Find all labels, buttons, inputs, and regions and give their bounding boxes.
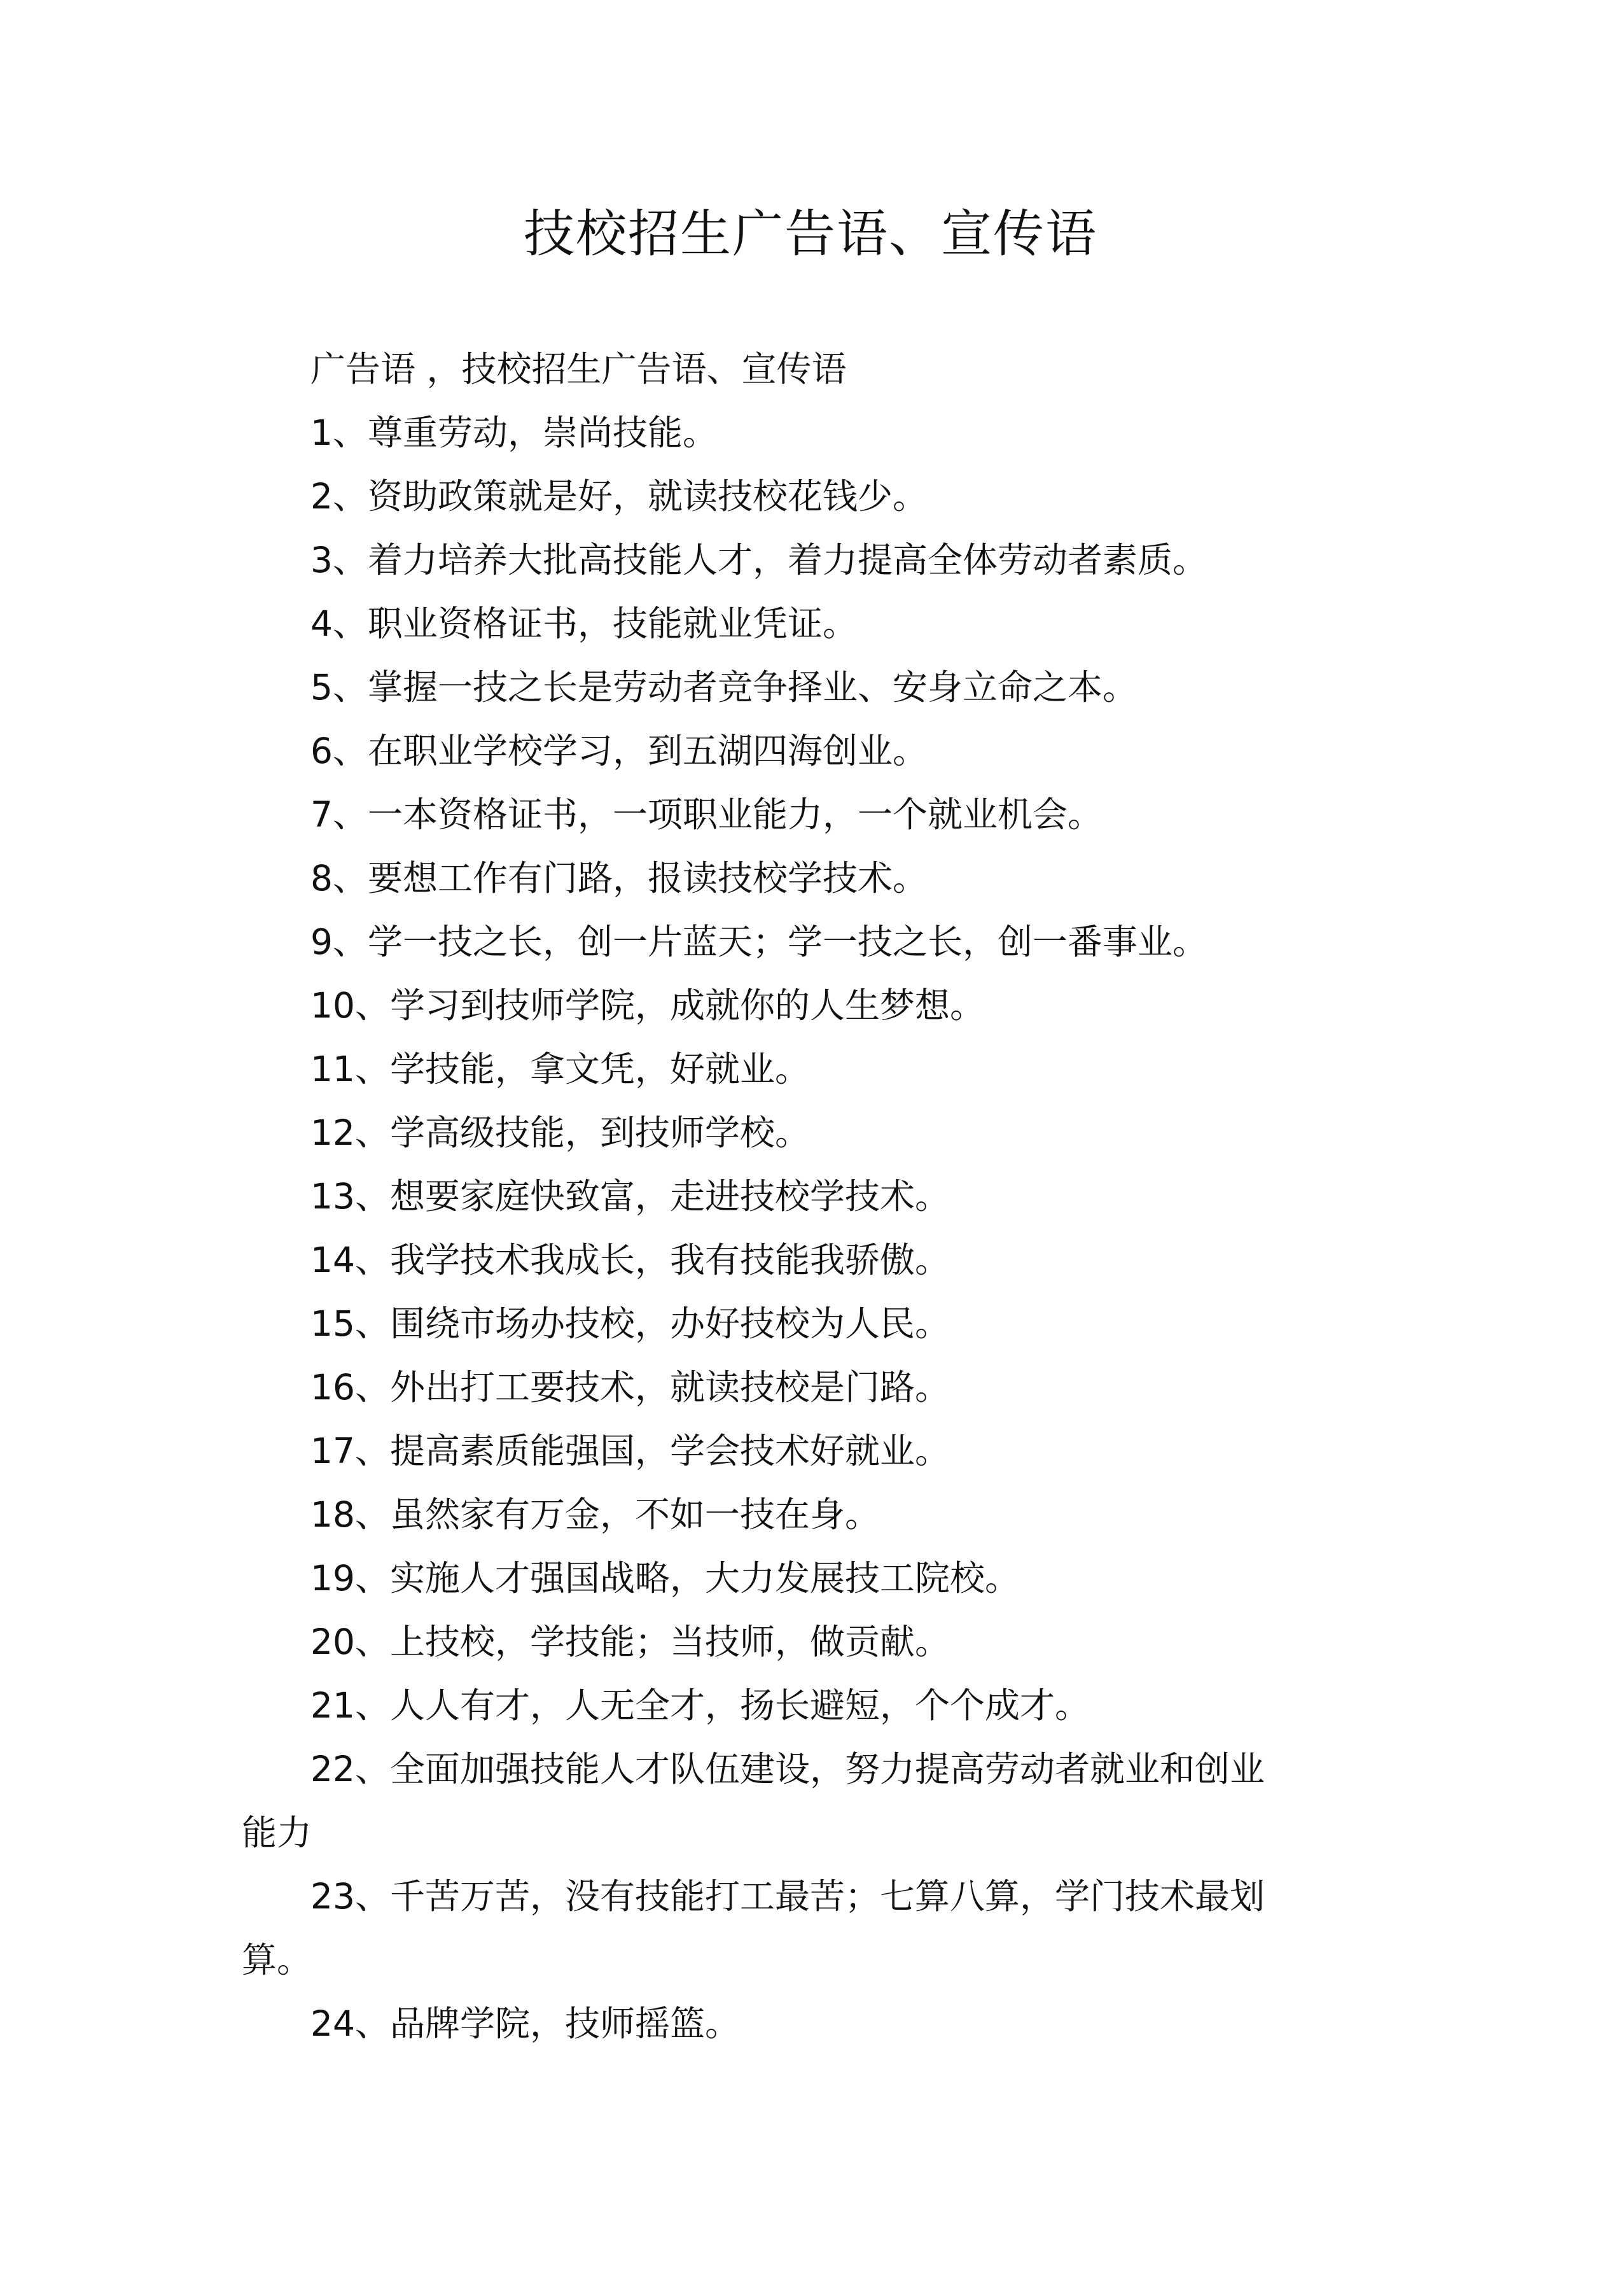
list-item: 16、外出打工要技术，就读技校是门路。 bbox=[310, 1367, 950, 1408]
list-item: 21、人人有才，人无全才，扬长避短，个个成才。 bbox=[310, 1685, 1090, 1726]
list-item: 15、围绕市场办技校，办好技校为人民。 bbox=[310, 1303, 950, 1344]
list-item: 13、想要家庭快致富，走进技校学技术。 bbox=[310, 1176, 950, 1217]
list-item: 6、在职业学校学习，到五湖四海创业。 bbox=[310, 731, 928, 771]
list-item: 11、学技能，拿文凭，好就业。 bbox=[310, 1049, 810, 1089]
list-item: 9、学一技之长，创一片蓝天；学一技之长，创一番事业。 bbox=[310, 921, 1207, 962]
list-item: 19、实施人才强国战略，大力发展技工院校。 bbox=[310, 1558, 1020, 1599]
list-item: 23、千苦万苦，没有技能打工最苦；七算八算，学门技术最划 bbox=[310, 1876, 1265, 1917]
list-item: 22、全面加强技能人才队伍建设，努力提高劳动者就业和创业 bbox=[310, 1749, 1265, 1789]
intro-line: 广告语 ，技校招生广告语、宣传语 bbox=[310, 349, 847, 389]
list-item: 5、掌握一技之长是劳动者竞争择业、安身立命之本。 bbox=[310, 667, 1137, 708]
list-item: 20、上技校，学技能；当技师，做贡献。 bbox=[310, 1621, 950, 1662]
list-item: 3、着力培养大批高技能人才，着力提高全体劳动者素质。 bbox=[310, 540, 1207, 580]
list-item: 7、一本资格证书，一项职业能力，一个就业机会。 bbox=[310, 794, 1103, 835]
document-body bbox=[242, 337, 1336, 2055]
list-item: 8、要想工作有门路，报读技校学技术。 bbox=[310, 858, 928, 899]
list-item: 1、尊重劳动，崇尚技能。 bbox=[310, 412, 718, 453]
list-item: 24、品牌学院，技师摇篮。 bbox=[310, 2003, 740, 2044]
document-title: 技校招生广告语、宣传语 bbox=[524, 204, 1097, 263]
list-item: 4、职业资格证书，技能就业凭证。 bbox=[310, 603, 858, 644]
list-item: 17、提高素质能强国，学会技术好就业。 bbox=[310, 1431, 950, 1471]
list-item-continuation: 能力 bbox=[242, 1812, 312, 1853]
list-item: 14、我学技术我成长，我有技能我骄傲。 bbox=[310, 1240, 950, 1280]
list-item: 10、学习到技师学院，成就你的人生梦想。 bbox=[310, 985, 985, 1026]
list-item-continuation: 算。 bbox=[242, 1940, 312, 1980]
list-item: 18、虽然家有万金，不如一技在身。 bbox=[310, 1494, 880, 1535]
list-item: 12、学高级技能，到技师学校。 bbox=[310, 1112, 810, 1153]
list-item: 2、资助政策就是好，就读技校花钱少。 bbox=[310, 476, 928, 517]
